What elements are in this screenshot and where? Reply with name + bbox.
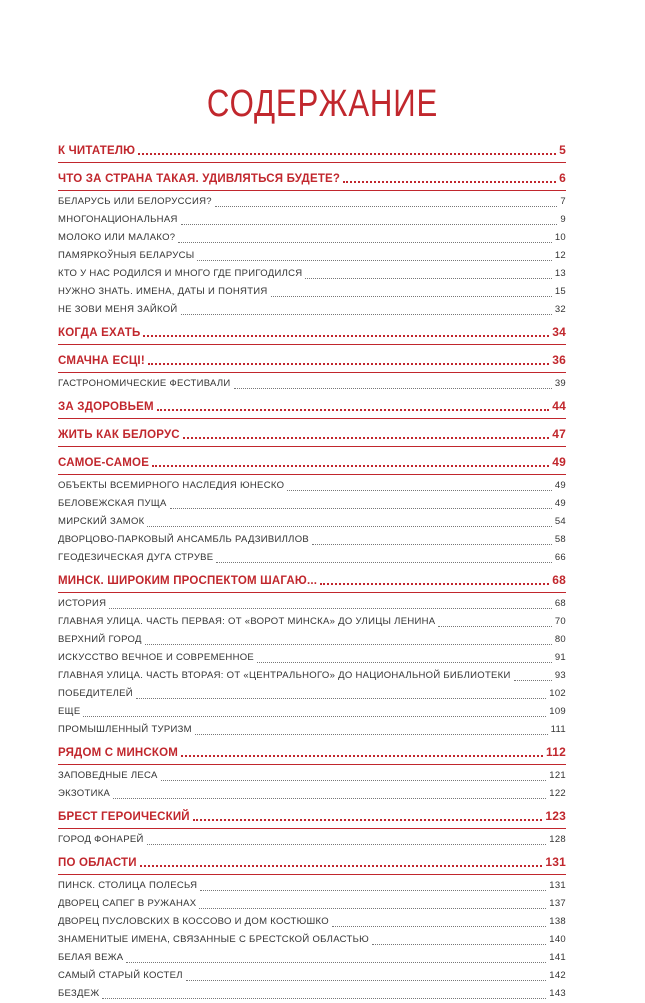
toc-subsection-entry[interactable]: [58, 767, 566, 785]
toc-entry-title: ЗНАМЕНИТЫЕ ИМЕНА, СВЯЗАННЫЕ С БРЕСТСКОЙ ОБЛАСТЬЮ: [58, 931, 369, 949]
toc-subsection-entry[interactable]: [58, 913, 566, 931]
toc-page-number: 128: [549, 831, 566, 849]
toc-section-entry[interactable]: [58, 322, 566, 343]
toc-subsection-entry[interactable]: [58, 931, 566, 949]
toc-section-entry[interactable]: [58, 852, 566, 873]
toc-entry-title: БРЕСТ ГЕРОИЧЕСКИЙ: [58, 807, 190, 828]
toc-entry-title: ПО ОБЛАСТИ: [58, 853, 137, 874]
toc-page-number: 140: [549, 931, 566, 949]
toc-subsection-entry[interactable]: [58, 785, 566, 803]
dot-leader: [145, 634, 552, 645]
table-of-contents: [58, 140, 566, 1003]
toc-page-number: 44: [552, 396, 566, 417]
toc-page-number: 131: [549, 877, 566, 895]
dot-leader: [148, 354, 549, 365]
section-underline: [58, 418, 566, 419]
toc-entry-title: ГЛАВНАЯ УЛИЦА. ЧАСТЬ ВТОРАЯ: ОТ «ЦЕНТРАЛЬНОГО» ДО НАЦИОНАЛЬНОЙ БИБЛИОТЕКИ: [58, 667, 511, 685]
section-underline: [58, 474, 566, 475]
toc-page-number: 93: [555, 667, 566, 685]
toc-entry-title: МНОГОНАЦИОНАЛЬНАЯ: [58, 211, 178, 229]
toc-section-entry[interactable]: [58, 570, 566, 591]
toc-page-number: 112: [546, 742, 566, 763]
toc-page-number: 138: [549, 913, 566, 931]
toc-entry-title: ЭКЗОТИКА: [58, 785, 110, 803]
toc-page-number: 122: [549, 785, 566, 803]
section-underline: [58, 344, 566, 345]
toc-subsection-entry[interactable]: [58, 667, 566, 685]
toc-page-number: 54: [555, 513, 566, 531]
dot-leader: [183, 428, 549, 439]
toc-subsection-entry[interactable]: [58, 721, 566, 739]
toc-page-number: 10: [555, 229, 566, 247]
toc-entry-title: ЕЩЕ: [58, 703, 80, 721]
toc-subsection-entry[interactable]: [58, 549, 566, 567]
toc-entry-title: БЕЛАРУСЬ ИЛИ БЕЛОРУССИЯ?: [58, 193, 212, 211]
toc-page-number: 143: [549, 985, 566, 1003]
toc-subsection-entry[interactable]: [58, 229, 566, 247]
toc-subsection-entry[interactable]: [58, 703, 566, 721]
toc-subsection-entry[interactable]: [58, 949, 566, 967]
toc-subsection-entry[interactable]: [58, 595, 566, 613]
toc-subsection-entry[interactable]: [58, 985, 566, 1003]
toc-entry-title: КТО У НАС РОДИЛСЯ И МНОГО ГДЕ ПРИГОДИЛСЯ: [58, 265, 302, 283]
section-underline: [58, 874, 566, 875]
toc-entry-title: БЕЗДЕЖ: [58, 985, 99, 1003]
toc-entry-title: РЯДОМ С МИНСКОМ: [58, 743, 178, 764]
dot-leader: [200, 880, 546, 891]
toc-page-number: 49: [552, 452, 566, 473]
dot-leader: [186, 970, 546, 981]
dot-leader: [83, 706, 546, 717]
dot-leader: [136, 688, 546, 699]
dot-leader: [271, 286, 552, 297]
dot-leader: [197, 250, 551, 261]
toc-page-number: 91: [555, 649, 566, 667]
toc-page-number: 66: [555, 549, 566, 567]
toc-page-number: 32: [555, 301, 566, 319]
dot-leader: [195, 724, 548, 735]
toc-entry-title: ЧТО ЗА СТРАНА ТАКАЯ. УДИВЛЯТЬСЯ БУДЕТЕ?: [58, 169, 340, 190]
section-underline: [58, 446, 566, 447]
toc-section-entry[interactable]: [58, 140, 566, 161]
toc-entry-title: ГЛАВНАЯ УЛИЦА. ЧАСТЬ ПЕРВАЯ: ОТ «ВОРОТ МИНСКА» ДО УЛИЦЫ ЛЕНИНА: [58, 613, 435, 631]
toc-subsection-entry[interactable]: [58, 375, 566, 393]
toc-entry-title: МИНСК. ШИРОКИМ ПРОСПЕКТОМ ШАГАЮ...: [58, 571, 317, 592]
dot-leader: [257, 652, 552, 663]
toc-entry-title: ДВОРЕЦ САПЕГ В РУЖАНАХ: [58, 895, 196, 913]
toc-page-number: 137: [549, 895, 566, 913]
dot-leader: [320, 574, 549, 585]
toc-subsection-entry[interactable]: [58, 301, 566, 319]
dot-leader: [181, 304, 552, 315]
toc-page-number: 39: [555, 375, 566, 393]
toc-page-number: 6: [559, 168, 566, 189]
toc-page-number: 80: [555, 631, 566, 649]
toc-page-number: 49: [555, 477, 566, 495]
toc-subsection-entry[interactable]: [58, 831, 566, 849]
toc-subsection-entry[interactable]: [58, 495, 566, 513]
dot-leader: [438, 616, 551, 627]
toc-entry-title: К ЧИТАТЕЛЮ: [58, 141, 135, 162]
toc-entry-title: ПИНСК. СТОЛИЦА ПОЛЕСЬЯ: [58, 877, 197, 895]
toc-subsection-entry[interactable]: [58, 531, 566, 549]
toc-subsection-entry[interactable]: [58, 193, 566, 211]
toc-page-number: 5: [559, 140, 566, 161]
toc-subsection-entry[interactable]: [58, 631, 566, 649]
toc-entry-title: КОГДА ЕХАТЬ: [58, 323, 140, 344]
dot-leader: [312, 534, 552, 545]
toc-subsection-entry[interactable]: [58, 877, 566, 895]
toc-entry-title: СМАЧНА ЕСЦІ!: [58, 351, 145, 372]
toc-page-number: 47: [552, 424, 566, 445]
toc-subsection-entry[interactable]: [58, 211, 566, 229]
section-underline: [58, 828, 566, 829]
dot-leader: [305, 268, 551, 279]
toc-page-number: 36: [552, 350, 566, 371]
dot-leader: [161, 770, 547, 781]
toc-entry-title: ЗА ЗДОРОВЬЕМ: [58, 397, 154, 418]
dot-leader: [170, 498, 552, 509]
toc-entry-title: ОБЪЕКТЫ ВСЕМИРНОГО НАСЛЕДИЯ ЮНЕСКО: [58, 477, 284, 495]
toc-page-number: 15: [555, 283, 566, 301]
section-underline: [58, 764, 566, 765]
dot-leader: [234, 378, 552, 389]
toc-page-number: 12: [555, 247, 566, 265]
toc-entry-title: САМОЕ-САМОЕ: [58, 453, 149, 474]
toc-subsection-entry[interactable]: [58, 895, 566, 913]
page-title: СОДЕРЖАНИЕ: [206, 83, 439, 125]
dot-leader: [178, 232, 551, 243]
toc-page-number: 102: [549, 685, 566, 703]
toc-entry-title: ЗАПОВЕДНЫЕ ЛЕСА: [58, 767, 158, 785]
toc-entry-title: ВЕРХНИЙ ГОРОД: [58, 631, 142, 649]
dot-leader: [126, 952, 546, 963]
toc-section-entry[interactable]: [58, 452, 566, 473]
toc-entry-title: МОЛОКО ИЛИ МАЛАКО?: [58, 229, 175, 247]
toc-subsection-entry[interactable]: [58, 649, 566, 667]
toc-page-number: 131: [545, 852, 566, 873]
dot-leader: [138, 144, 556, 155]
toc-entry-title: ГОРОД ФОНАРЕЙ: [58, 831, 144, 849]
toc-page-number: 58: [555, 531, 566, 549]
dot-leader: [287, 480, 552, 491]
section-underline: [58, 190, 566, 191]
toc-subsection-entry[interactable]: [58, 513, 566, 531]
toc-subsection-entry[interactable]: [58, 265, 566, 283]
toc-page-number: 49: [555, 495, 566, 513]
dot-leader: [332, 916, 546, 927]
section-underline: [58, 372, 566, 373]
toc-entry-title: НУЖНО ЗНАТЬ. ИМЕНА, ДАТЫ И ПОНЯТИЯ: [58, 283, 268, 301]
toc-page-number: 70: [555, 613, 566, 631]
toc-entry-title: ПАМЯРКОЎНЫЯ БЕЛАРУСЫ: [58, 247, 194, 265]
toc-page-number: 142: [549, 967, 566, 985]
dot-leader: [109, 598, 552, 609]
toc-subsection-entry[interactable]: [58, 477, 566, 495]
dot-leader: [181, 746, 543, 757]
toc-entry-title: МИРСКИЙ ЗАМОК: [58, 513, 144, 531]
toc-subsection-entry[interactable]: [58, 283, 566, 301]
dot-leader: [215, 196, 558, 207]
toc-page-number: 7: [560, 193, 566, 211]
toc-section-entry[interactable]: [58, 424, 566, 445]
dot-leader: [343, 172, 556, 183]
dot-leader: [147, 516, 551, 527]
toc-page-number: 68: [555, 595, 566, 613]
toc-page-number: 111: [551, 721, 566, 739]
toc-entry-title: БЕЛОВЕЖСКАЯ ПУЩА: [58, 495, 167, 513]
toc-page-number: 141: [549, 949, 566, 967]
dot-leader: [147, 834, 547, 845]
toc-section-entry[interactable]: [58, 350, 566, 371]
toc-subsection-entry[interactable]: [58, 613, 566, 631]
toc-page-number: 13: [555, 265, 566, 283]
toc-page-number: 34: [552, 322, 566, 343]
dot-leader: [181, 214, 558, 225]
dot-leader: [157, 400, 550, 411]
toc-page-number: 9: [560, 211, 566, 229]
toc-entry-title: ГЕОДЕЗИЧЕСКАЯ ДУГА СТРУВЕ: [58, 549, 213, 567]
dot-leader: [514, 670, 552, 681]
section-underline: [58, 162, 566, 163]
dot-leader: [143, 326, 549, 337]
dot-leader: [113, 788, 546, 799]
dot-leader: [102, 988, 546, 999]
dot-leader: [199, 898, 546, 909]
toc-page-number: 109: [549, 703, 566, 721]
dot-leader: [372, 934, 546, 945]
toc-entry-title: ИСКУССТВО ВЕЧНОЕ И СОВРЕМЕННОЕ: [58, 649, 254, 667]
section-underline: [58, 592, 566, 593]
toc-subsection-entry[interactable]: [58, 247, 566, 265]
dot-leader: [140, 856, 543, 867]
toc-entry-title: ГАСТРОНОМИЧЕСКИЕ ФЕСТИВАЛИ: [58, 375, 231, 393]
toc-section-entry[interactable]: [58, 168, 566, 189]
toc-entry-title: САМЫЙ СТАРЫЙ КОСТЕЛ: [58, 967, 183, 985]
toc-page-number: 121: [549, 767, 566, 785]
toc-entry-title: БЕЛАЯ ВЕЖА: [58, 949, 123, 967]
dot-leader: [216, 552, 551, 563]
toc-page-number: 68: [552, 570, 566, 591]
toc-section-entry[interactable]: [58, 396, 566, 417]
toc-section-entry[interactable]: [58, 806, 566, 827]
toc-entry-title: ЖИТЬ КАК БЕЛОРУС: [58, 425, 180, 446]
dot-leader: [193, 810, 543, 821]
toc-entry-title: ПОБЕДИТЕЛЕЙ: [58, 685, 133, 703]
toc-subsection-entry[interactable]: [58, 967, 566, 985]
toc-entry-title: ДВОРЕЦ ПУСЛОВСКИХ В КОССОВО И ДОМ КОСТЮШКО: [58, 913, 329, 931]
toc-section-entry[interactable]: [58, 742, 566, 763]
toc-entry-title: ИСТОРИЯ: [58, 595, 106, 613]
toc-page-number: 123: [545, 806, 566, 827]
dot-leader: [152, 456, 549, 467]
toc-subsection-entry[interactable]: [58, 685, 566, 703]
toc-entry-title: ДВОРЦОВО-ПАРКОВЫЙ АНСАМБЛЬ РАДЗИВИЛЛОВ: [58, 531, 309, 549]
toc-entry-title: НЕ ЗОВИ МЕНЯ ЗАЙКОЙ: [58, 301, 178, 319]
toc-entry-title: ПРОМЫШЛЕННЫЙ ТУРИЗМ: [58, 721, 192, 739]
